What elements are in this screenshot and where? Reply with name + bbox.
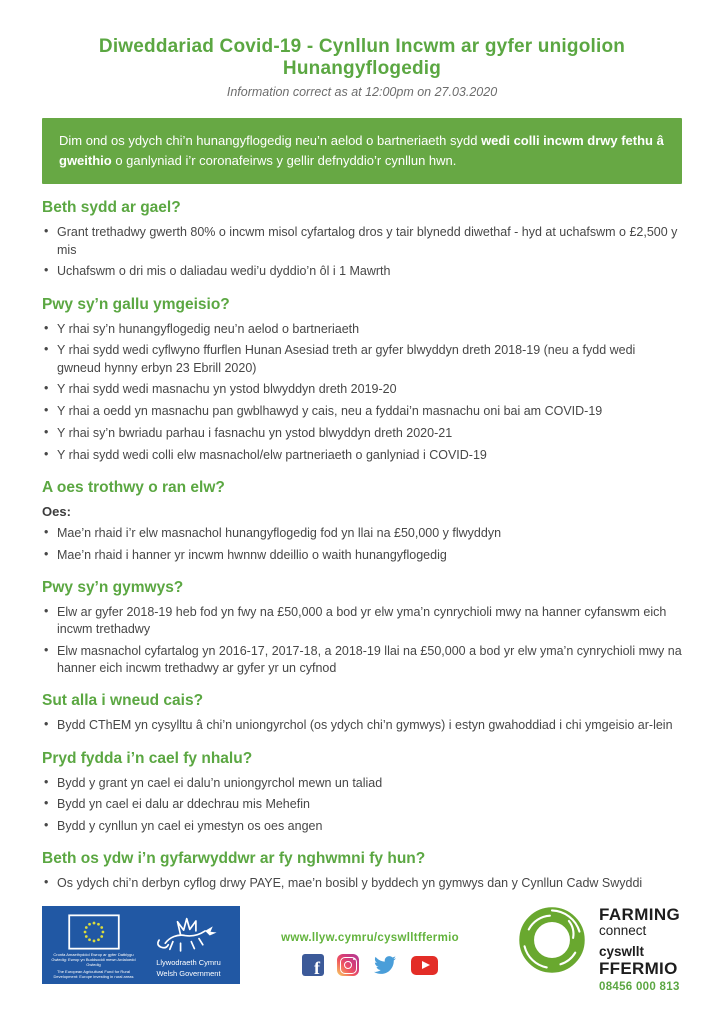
bullet-item: • Bydd y cynllun yn cael ei ymestyn os oes angen — [42, 818, 682, 835]
section-whats-available — [42, 224, 682, 280]
farming-connect-logo — [514, 902, 680, 993]
footer-links — [250, 932, 490, 976]
welsh-gov-label-english: Welsh Government — [156, 968, 221, 978]
bullet-item: • Y rhai sydd wedi masnachu yn ystod blwyddyn dreth 2019-20 — [42, 381, 682, 398]
social-icons-row — [250, 954, 490, 976]
youtube-play-glyph — [422, 961, 430, 969]
profit-threshold-answer: Oes: — [42, 503, 71, 519]
heading-profit-threshold: A oes trothwy o ran elw? — [42, 478, 225, 496]
eu-flag-icon — [68, 914, 120, 950]
page-title: Diweddariad Covid-19 - Cynllun Incwm ar gyfer unigolion Hunangyflogedig — [98, 36, 626, 79]
section-who-can-apply — [42, 321, 682, 464]
bullet-item: • Y rhai sydd wedi cyflwyno ffurflen Hunan Asesiad treth ar gyfer blwyddyn dreth 2018-19 (neu a fydd wedi gwneud hynny erbyn 23 Ebrill 2020) — [42, 342, 682, 377]
welsh-gov-label-welsh: Llywodraeth Cymru — [156, 958, 221, 967]
facebook-icon[interactable] — [302, 954, 324, 976]
farming-connect-text — [599, 902, 680, 993]
bullet-item: • Mae’n rhaid i’r elw masnachol hunangyflogedig fod yn llai na £50,000 y flwyddyn — [42, 525, 682, 542]
eu-fund-text-english: The European Agricultural Fund for Rural Development: Europe investing in rural areas — [53, 969, 134, 979]
heading-when-paid: Pryd fydda i’n cael fy nhalu? — [42, 749, 253, 767]
farming-connect-line3: cyswllt — [599, 943, 645, 959]
eu-flag-block — [46, 911, 141, 979]
eligibility-banner — [42, 118, 682, 184]
bullet-item: • Mae’n rhaid i hanner yr incwm hwnnw ddeillio o waith hunangyflogedig — [42, 547, 682, 564]
bullet-item: • Os ydych chi’n derbyn cyflog drwy PAYE, mae’n bosibl y byddech yn gymwys dan y Cynllun Cadw Swyddi — [42, 875, 682, 892]
instagram-lens — [344, 961, 352, 969]
farming-connect-swirl-icon — [514, 902, 590, 978]
bullet-item: • Bydd y grant yn cael ei dalu’n uniongyrchol mewn un taliad — [42, 775, 682, 792]
footer — [0, 896, 724, 1024]
eu-fund-text-welsh: Cronfa Amaethyddol Ewrop ar gyfer Datblygu Gwledig: Ewrop yn Buddsoddi mewn Ardaloedd Gwledig — [51, 952, 136, 967]
banner-text-bold: wedi colli incwm drwy fethu â gweithio — [59, 133, 664, 169]
youtube-icon[interactable] — [411, 956, 438, 975]
bullet-item: • Grant trethadwy gwerth 80% o incwm misol cyfartalog dros y tair blynedd diwethaf - hyd at uchafswm o £2,500 y mis — [42, 224, 682, 259]
website-link[interactable]: www.llyw.cymru/cyswlltffermio — [281, 932, 459, 944]
bullet-item: • Elw ar gyfer 2018-19 heb fod yn fwy na £50,000 a bod yr elw yma’n cynrychioli mwy na hanner cyfanswm eich incwm trethadwy — [42, 604, 682, 639]
bullet-item: • Elw masnachol cyfartalog yn 2016-17, 2017-18, a 2018-19 llai na £50,000 a bod yr elw yma’n cynrychioli mwy na hanner eich incwm trethadwy ar gyfer yr un cyfnod — [42, 643, 682, 678]
section-when-paid — [42, 775, 682, 836]
heading-company-director: Beth os ydw i’n gyfarwyddwr ar fy nghwmni fy hun? — [42, 850, 426, 868]
farming-connect-phone: 08456 000 813 — [599, 980, 680, 993]
farming-connect-line4: FFERMIO — [599, 959, 678, 979]
welsh-government-block — [141, 911, 236, 979]
farming-connect-line2: connect — [599, 923, 647, 938]
banner-text-pre: Dim ond os ydych chi’n hunangyflogedig neu’n aelod o bartneriaeth sydd — [59, 133, 482, 148]
bullet-item: • Bydd CThEM yn cysylltu â chi’n uniongyrchol (os ydych chi’n gymwys) i estyn gwahoddiad i chi ymgeisio ar-lein — [42, 717, 682, 734]
page-subtitle: Information correct as at 12:00pm on 27.03.2020 — [226, 85, 498, 99]
bullet-item: • Y rhai sy’n hunangyflogedig neu’n aelod o bartneriaeth — [42, 321, 682, 338]
banner-text-post: o ganlyniad i’r coronafeirws y gellir defnyddio’r cynllun hwn. — [111, 153, 457, 169]
section-company-director — [42, 875, 682, 892]
bullet-item: • Y rhai sy’n bwriadu parhau i fasnachu yn ystod blwyddyn dreth 2020-21 — [42, 425, 682, 442]
twitter-icon[interactable] — [372, 954, 398, 976]
heading-how-to-apply: Sut alla i wneud cais? — [42, 692, 204, 710]
section-how-to-apply — [42, 717, 682, 734]
heading-who-qualifies: Pwy sy’n gymwys? — [42, 578, 184, 596]
eu-welsh-gov-logo — [42, 906, 240, 984]
bullet-item: • Y rhai a oedd yn masnachu pan gwblhawyd y cais, neu a fyddai’n masnachu oni bai am COVID-19 — [42, 403, 682, 420]
bullet-item: • Bydd yn cael ei dalu ar ddechrau mis Mehefin — [42, 796, 682, 813]
welsh-dragon-icon — [150, 911, 228, 957]
bullet-item: • Y rhai sydd wedi colli elw masnachol/elw partneriaeth o ganlyniad i COVID-19 — [42, 447, 682, 464]
instagram-icon[interactable] — [337, 954, 359, 976]
heading-who-can-apply: Pwy sy’n gallu ymgeisio? — [42, 295, 230, 313]
farming-connect-line1: FARMING — [599, 905, 681, 924]
section-profit-threshold — [42, 525, 682, 564]
heading-whats-available: Beth sydd ar gael? — [42, 199, 181, 217]
section-who-qualifies — [42, 604, 682, 678]
bullet-item: • Uchafswm o dri mis o daliadau wedi’u dyddio’n ôl i 1 Mawrth — [42, 263, 682, 280]
